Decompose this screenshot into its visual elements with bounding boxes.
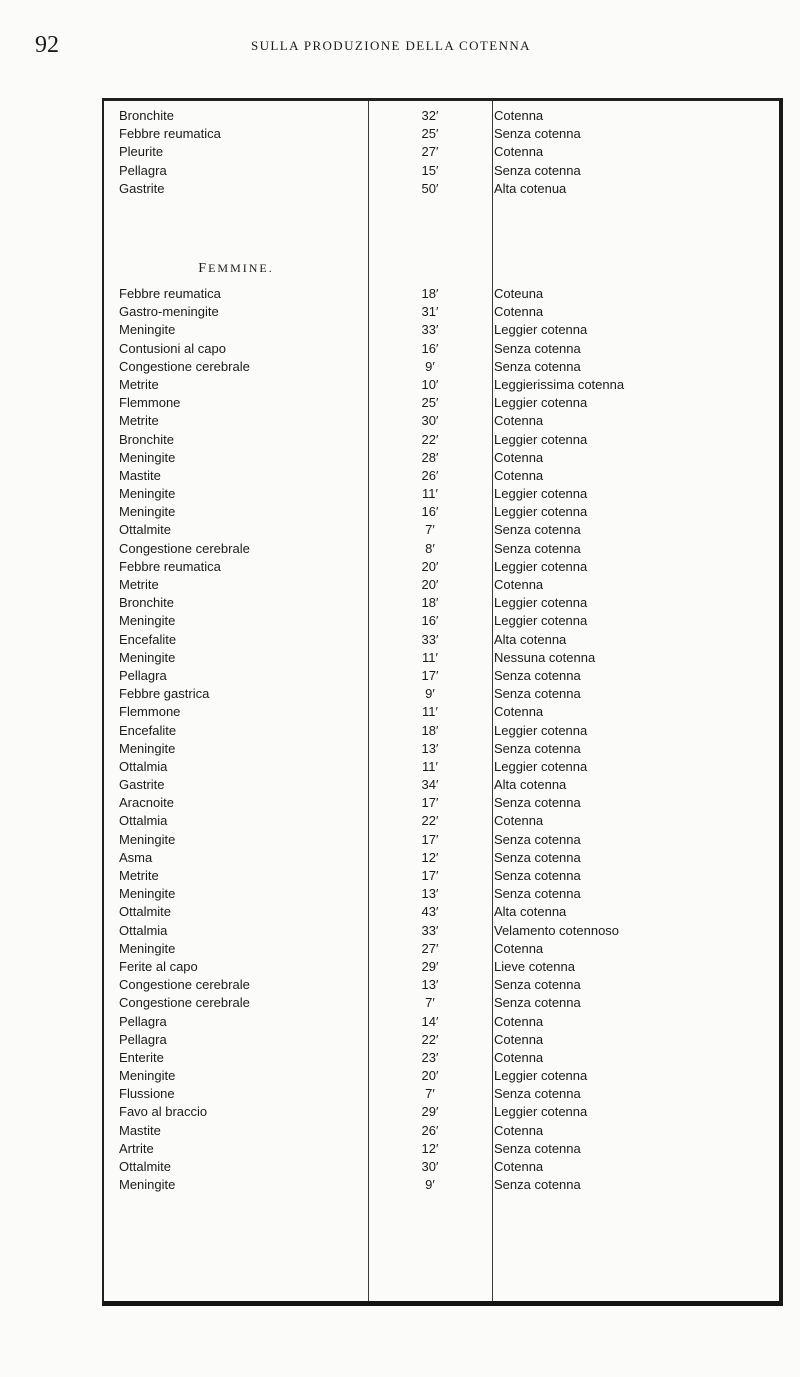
table-row: [104, 903, 779, 921]
time-cell: 11′: [422, 486, 438, 502]
time-cell: 17′: [421, 831, 439, 847]
disease-cell: Febbre reumatica: [119, 558, 221, 574]
time-cell: 17′: [421, 795, 439, 811]
table-row: [104, 1140, 779, 1158]
disease-cell: Meningite: [119, 740, 176, 756]
table-row: [104, 107, 779, 125]
table-row: [104, 631, 779, 649]
running-title: SULLA PRODUZIONE DELLA COTENNA: [251, 38, 531, 53]
table-row: [104, 1176, 779, 1194]
table-row: [104, 976, 779, 994]
disease-cell: Metrite: [119, 376, 159, 392]
table-row: [104, 958, 779, 976]
table-row: [104, 994, 779, 1012]
disease-cell: Meningite: [119, 1177, 176, 1193]
time-cell: 20′: [421, 1068, 439, 1084]
disease-cell: Gastrite: [119, 777, 165, 793]
result-cell: Senza cotenna: [494, 667, 581, 683]
table-row: [104, 540, 779, 558]
table-row: [104, 503, 779, 521]
result-cell: Cotenna: [494, 1013, 544, 1029]
result-cell: Velamento cotennoso: [494, 922, 620, 938]
table-row: [104, 485, 779, 503]
result-cell: Leggier cotenna: [494, 322, 588, 338]
time-cell: 50′: [421, 180, 439, 196]
result-cell: Senza cotenna: [494, 977, 581, 993]
result-cell: Alta cotenna: [494, 904, 567, 920]
time-cell: 32′: [421, 108, 439, 123]
time-cell: 28′: [421, 449, 439, 465]
table-row: [104, 722, 779, 740]
table-row: [104, 703, 779, 721]
result-cell: Alta cotenua: [494, 180, 567, 196]
time-cell: 25′: [421, 126, 439, 142]
section-heading-initial: F: [198, 261, 209, 276]
table-row: [104, 376, 779, 394]
time-cell: 16′: [421, 613, 439, 629]
table-row: [104, 1122, 779, 1140]
result-cell: Lieve cotenna: [494, 958, 575, 974]
table-row: [104, 776, 779, 794]
result-cell: Cotenna: [494, 449, 544, 465]
table-row: [104, 467, 779, 485]
disease-cell: Aracnoite: [119, 795, 174, 811]
disease-cell: Flemmone: [119, 395, 181, 411]
disease-cell: Mastite: [119, 467, 161, 483]
table-row: [104, 1013, 779, 1031]
table-row: [104, 922, 779, 940]
time-cell: 23′: [421, 1049, 439, 1065]
table-section-femmine: [104, 285, 779, 1194]
result-cell: Cotenna: [494, 940, 544, 956]
disease-cell: Metrite: [119, 577, 159, 592]
disease-cell: Meningite: [119, 449, 176, 465]
disease-cell: Contusioni al capo: [119, 340, 226, 356]
result-cell: Leggier cotenna: [494, 1068, 588, 1084]
disease-cell: Metrite: [119, 413, 159, 429]
time-cell: 34′: [421, 777, 439, 793]
table-row: [104, 303, 779, 321]
result-cell: Cotenna: [494, 1049, 544, 1065]
table-row: [104, 358, 779, 376]
table-row: [104, 285, 779, 303]
table-row: [104, 180, 779, 198]
time-cell: 12′: [421, 849, 439, 865]
disease-cell: Flemmone: [119, 704, 181, 720]
table-row: [104, 558, 779, 576]
time-cell: 18′: [421, 286, 439, 301]
result-cell: Leggierissima cotenna: [494, 376, 625, 392]
table-row: [104, 940, 779, 958]
result-cell: Senza cotenna: [494, 1140, 581, 1156]
time-cell: 22′: [421, 1031, 439, 1047]
time-cell: 33′: [421, 922, 439, 938]
disease-cell: Pleurite: [119, 144, 164, 160]
result-cell: Senza cotenna: [494, 358, 581, 374]
section-heading-femmine: [104, 261, 368, 277]
time-cell: 12′: [421, 1140, 439, 1156]
result-cell: Senza cotenna: [494, 849, 581, 865]
disease-cell: Ottalmite: [119, 522, 172, 538]
result-cell: Alta cotenna: [494, 777, 567, 793]
result-cell: Leggier cotenna: [494, 1104, 588, 1120]
disease-cell: Congestione cerebrale: [119, 995, 250, 1011]
time-cell: 10′: [421, 376, 439, 392]
disease-cell: Congestione cerebrale: [119, 540, 250, 556]
time-cell: 17′: [421, 667, 439, 683]
time-cell: 7′: [425, 522, 435, 538]
result-cell: Leggier cotenna: [494, 504, 588, 520]
disease-cell: Febbre reumatica: [119, 126, 221, 142]
time-cell: 25′: [421, 395, 439, 411]
table-row: [104, 125, 779, 143]
table-row: [104, 1085, 779, 1103]
disease-cell: Ferite al capo: [119, 958, 198, 974]
result-cell: Leggier cotenna: [494, 722, 588, 738]
result-cell: Senza cotenna: [494, 340, 581, 356]
disease-cell: Meningite: [119, 649, 176, 665]
table-row: [104, 1158, 779, 1176]
data-table: [102, 98, 783, 1306]
table-row: [104, 162, 779, 180]
time-cell: 22′: [421, 431, 439, 447]
result-cell: Cotenna: [494, 467, 544, 483]
time-cell: 26′: [421, 467, 439, 483]
result-cell: Leggier cotenna: [494, 486, 588, 502]
disease-cell: Asma: [119, 849, 153, 865]
disease-cell: Meningite: [119, 486, 176, 502]
result-cell: Cotenna: [494, 1159, 544, 1174]
time-cell: 33′: [421, 631, 439, 647]
disease-cell: Metrite: [119, 868, 159, 883]
time-cell: 16′: [421, 340, 439, 356]
disease-cell: Meningite: [119, 940, 176, 956]
result-cell: Senza cotenna: [494, 522, 581, 538]
disease-cell: Encefalite: [119, 631, 177, 647]
disease-cell: Meningite: [119, 831, 176, 847]
disease-cell: Meningite: [119, 1068, 176, 1084]
result-cell: Senza cotenna: [494, 995, 581, 1011]
time-cell: 30′: [421, 413, 439, 429]
result-cell: Senza cotenna: [494, 831, 581, 847]
disease-cell: Meningite: [119, 504, 176, 520]
result-cell: Senza cotenna: [494, 1086, 581, 1102]
disease-cell: Ottalmia: [119, 922, 168, 938]
time-cell: 33′: [421, 322, 439, 338]
disease-cell: Pellagra: [119, 1013, 167, 1029]
table-row: [104, 412, 779, 430]
table-row: [104, 794, 779, 812]
time-cell: 11′: [422, 758, 438, 774]
result-cell: Alta cotenna: [494, 631, 567, 647]
table-row: [104, 521, 779, 539]
time-cell: 9′: [425, 1177, 435, 1193]
time-cell: 31′: [421, 304, 439, 320]
time-cell: 27′: [421, 144, 439, 160]
disease-cell: Ottalmite: [119, 904, 172, 920]
disease-cell: Pellagra: [119, 1031, 167, 1047]
table-row: [104, 740, 779, 758]
disease-cell: Meningite: [119, 886, 176, 902]
disease-cell: Favo al braccio: [119, 1104, 208, 1120]
table-row: [104, 1067, 779, 1085]
result-cell: Senza cotenna: [494, 686, 581, 702]
result-cell: Senza cotenna: [494, 540, 581, 556]
table-row: [104, 394, 779, 412]
time-cell: 18′: [421, 595, 439, 611]
result-cell: Leggier cotenna: [494, 613, 588, 629]
disease-cell: Ottalmia: [119, 813, 168, 829]
disease-cell: Flussione: [119, 1086, 175, 1102]
result-cell: Cotenna: [494, 1031, 544, 1047]
time-cell: 8′: [425, 540, 435, 556]
result-cell: Cotenna: [494, 704, 544, 720]
result-cell: Senza cotenna: [494, 795, 581, 811]
result-cell: Leggier cotenna: [494, 431, 588, 447]
page-number: 92: [35, 32, 59, 58]
table-section-top: [104, 107, 779, 198]
time-cell: 7′: [425, 995, 435, 1011]
table-row: [104, 612, 779, 630]
table-row: [104, 1049, 779, 1067]
result-cell: Leggier cotenna: [494, 595, 588, 611]
result-cell: Cotenna: [494, 577, 544, 592]
disease-cell: Bronchite: [119, 595, 174, 611]
result-cell: Senza cotenna: [494, 740, 581, 756]
table-row: [104, 340, 779, 358]
time-cell: 14′: [421, 1013, 439, 1029]
table-row: [104, 1031, 779, 1049]
time-cell: 30′: [421, 1159, 439, 1174]
time-cell: 43′: [421, 904, 439, 920]
disease-cell: Meningite: [119, 322, 176, 338]
disease-cell: Febbre reumatica: [119, 286, 221, 301]
disease-cell: Febbre gastrica: [119, 686, 210, 702]
result-cell: Senza cotenna: [494, 1177, 581, 1193]
table-row: [104, 1103, 779, 1121]
result-cell: Cotenna: [494, 813, 544, 829]
time-cell: 9′: [425, 358, 435, 374]
result-cell: Nessuna cotenna: [494, 649, 596, 665]
disease-cell: Enterite: [119, 1049, 164, 1065]
disease-cell: Mastite: [119, 1122, 161, 1138]
table-row: [104, 449, 779, 467]
time-cell: 27′: [421, 940, 439, 956]
disease-cell: Pellagra: [119, 667, 167, 683]
result-cell: Leggier cotenna: [494, 395, 588, 411]
time-cell: 29′: [421, 958, 439, 974]
time-cell: 13′: [421, 886, 439, 902]
disease-cell: Congestione cerebrale: [119, 358, 250, 374]
time-cell: 17′: [421, 868, 439, 883]
result-cell: Leggier cotenna: [494, 758, 588, 774]
time-cell: 16′: [421, 504, 439, 520]
disease-cell: Pellagra: [119, 162, 167, 178]
table-row: [104, 758, 779, 776]
table-row: [104, 321, 779, 339]
disease-cell: Encefalite: [119, 722, 177, 738]
disease-cell: Gastro-meningite: [119, 304, 219, 320]
result-cell: Cotenna: [494, 304, 544, 320]
disease-cell: Ottalmite: [119, 1159, 172, 1174]
table-row: [104, 649, 779, 667]
time-cell: 13′: [421, 740, 439, 756]
disease-cell: Bronchite: [119, 108, 174, 123]
table-row: [104, 594, 779, 612]
time-cell: 20′: [421, 558, 439, 574]
result-cell: Cotenna: [494, 108, 544, 123]
result-cell: Leggier cotenna: [494, 558, 588, 574]
disease-cell: Meningite: [119, 613, 176, 629]
table-row: [104, 431, 779, 449]
table-row: [104, 667, 779, 685]
page-header: [35, 32, 755, 58]
time-cell: 22′: [421, 813, 439, 829]
table-row: [104, 143, 779, 161]
time-cell: 13′: [421, 977, 439, 993]
disease-cell: Bronchite: [119, 431, 174, 447]
table-row: [104, 867, 779, 885]
table-row: [104, 576, 779, 594]
time-cell: 11′: [422, 649, 438, 665]
table-row: [104, 831, 779, 849]
result-cell: Senza cotenna: [494, 162, 581, 178]
time-cell: 11′: [422, 704, 438, 720]
result-cell: Senza cotenna: [494, 126, 581, 142]
disease-cell: Ottalmia: [119, 758, 168, 774]
time-cell: 18′: [421, 722, 439, 738]
time-cell: 29′: [421, 1104, 439, 1120]
result-cell: Cotenna: [494, 413, 544, 429]
time-cell: 15′: [421, 162, 439, 178]
result-cell: Coteuna: [494, 286, 544, 301]
result-cell: Senza cotenna: [494, 886, 581, 902]
time-cell: 26′: [421, 1122, 439, 1138]
time-cell: 7′: [425, 1086, 435, 1102]
section-heading-rest: EMMINE.: [208, 261, 274, 275]
table-row: [104, 812, 779, 830]
table-row: [104, 685, 779, 703]
time-cell: 9′: [425, 686, 435, 702]
time-cell: 20′: [421, 577, 439, 592]
result-cell: Senza cotenna: [494, 868, 581, 883]
result-cell: Cotenna: [494, 144, 544, 160]
table-row: [104, 885, 779, 903]
disease-cell: Gastrite: [119, 180, 165, 196]
result-cell: Cotenna: [494, 1122, 544, 1138]
disease-cell: Artrite: [119, 1140, 154, 1156]
table-row: [104, 849, 779, 867]
disease-cell: Congestione cerebrale: [119, 977, 250, 993]
